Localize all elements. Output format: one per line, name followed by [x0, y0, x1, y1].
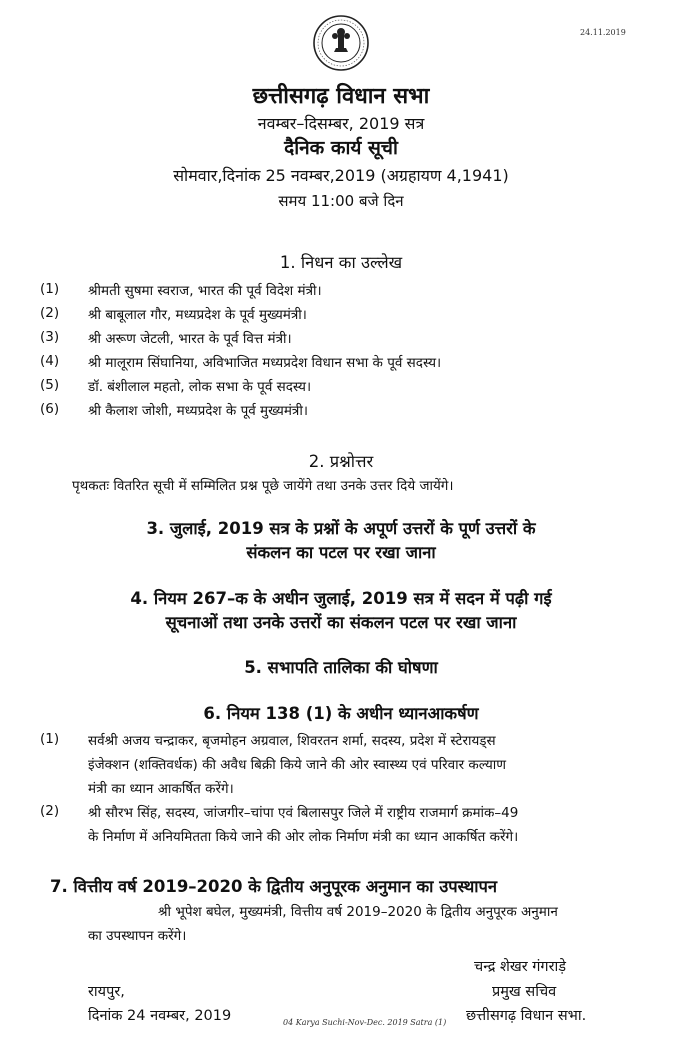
signatory-name: चन्द्र शेखर गंगराड़े [474, 959, 567, 975]
place-city: रायपुर, [88, 984, 125, 1000]
section-2-text: पृथकतः वितरित सूची में सम्मिलित प्रश्न पूछे जायेंगे तथा उनके उत्तर दिये जायेंगे। [72, 478, 454, 494]
section-7-text: श्री भूपेश बघेल, मुख्यमंत्री, वित्तीय वर्ष 2019–2020 के द्वितीय अनुपूरक अनुमान [158, 904, 558, 920]
time-line: समय 11:00 बजे दिन [278, 192, 404, 210]
assembly-emblem-icon [312, 14, 370, 72]
signatory-office: छत्तीसगढ़ विधान सभा. [466, 1008, 587, 1024]
session-line: नवम्बर–दिसम्बर, 2019 सत्र [257, 114, 425, 133]
list-item: श्री मालूराम सिंघानिया, अविभाजित मध्यप्रदेश विधान सभा के पूर्व सदस्य। [88, 355, 442, 371]
list-item: श्री कैलाश जोशी, मध्यप्रदेश के पूर्व मुख्यमंत्री। [88, 403, 308, 419]
list-item-line: सर्वश्री अजय चन्द्राकर, बृजमोहन अग्रवाल, शिवरतन शर्मा, सदस्य, प्रदेश में स्टेरायड्स [88, 733, 496, 749]
section-3-title: 3. जुलाई, 2019 सत्र के प्रश्नों के अपूर्ण उत्तरों के पूर्ण उत्तरों के [146, 519, 536, 538]
list-item-line: श्री सौरभ सिंह, सदस्य, जांजगीर–चांपा एवं बिलासपुर जिले में राष्ट्रीय राजमार्ग क्रमांक–49 [88, 805, 519, 821]
list-item-line: मंत्री का ध्यान आकर्षित करेंगे। [88, 781, 234, 797]
list-item-number: (2) [40, 305, 60, 321]
assembly-name: छत्तीसगढ़ विधान सभा [252, 84, 430, 109]
print-date: 24.11.2019 [580, 28, 626, 37]
list-item: श्री बाबूलाल गौर, मध्यप्रदेश के पूर्व मुख्यमंत्री। [88, 307, 307, 323]
file-reference: 04 Karya Suchi-Nov-Dec. 2019 Satra (1) [283, 1018, 447, 1027]
date-line: सोमवार,दिनांक 25 नवम्बर,2019 (अग्रहायण 4,1941) [173, 166, 509, 185]
document-title: दैनिक कार्य सूची [284, 137, 398, 159]
list-item-number: (2) [40, 803, 60, 819]
list-item-number: (6) [40, 401, 60, 417]
section-4-title: 4. नियम 267–क के अधीन जुलाई, 2019 सत्र में सदन में पढ़ी गई [130, 589, 552, 608]
section-4-title-cont: सूचनाओं तथा उनके उत्तरों का संकलन पटल पर रखा जाना [165, 613, 517, 632]
list-item: श्री अरूण जेटली, भारत के पूर्व वित्त मंत्री। [88, 331, 292, 347]
section-1-title: 1. निधन का उल्लेख [279, 253, 403, 272]
section-3-title-cont: संकलन का पटल पर रखा जाना [246, 543, 436, 562]
list-item-number: (4) [40, 353, 60, 369]
list-item-number: (1) [40, 281, 60, 297]
section-5-title: 5. सभापति तालिका की घोषणा [244, 658, 438, 677]
signatory-designation: प्रमुख सचिव [492, 984, 557, 1000]
list-item-line: के निर्माण में अनियमितता किये जाने की ओर लोक निर्माण मंत्री का ध्यान आकर्षित करेंगे। [88, 829, 519, 845]
list-item-number: (3) [40, 329, 60, 345]
list-item: श्रीमती सुषमा स्वराज, भारत की पूर्व विदेश मंत्री। [88, 283, 322, 299]
list-item: डॉ. बंशीलाल महतो, लोक सभा के पूर्व सदस्य। [88, 379, 312, 395]
section-6-title: 6. नियम 138 (1) के अधीन ध्यानआकर्षण [203, 704, 479, 723]
section-7-text-cont: का उपस्थापन करेंगे। [88, 928, 187, 944]
list-item-line: इंजेक्शन (शक्तिवर्धक) की अवैध बिक्री किये जाने की ओर स्वास्थ्य एवं परिवार कल्याण [88, 757, 507, 773]
section-7-title: 7. वित्तीय वर्ष 2019–2020 के द्वितीय अनुपूरक अनुमान का उपस्थापन [50, 877, 498, 896]
issue-date: दिनांक 24 नवम्बर, 2019 [88, 1008, 232, 1024]
section-2-title: 2. प्रश्नोत्तर [308, 452, 374, 471]
list-item-number: (5) [40, 377, 60, 393]
list-item-number: (1) [40, 731, 60, 747]
